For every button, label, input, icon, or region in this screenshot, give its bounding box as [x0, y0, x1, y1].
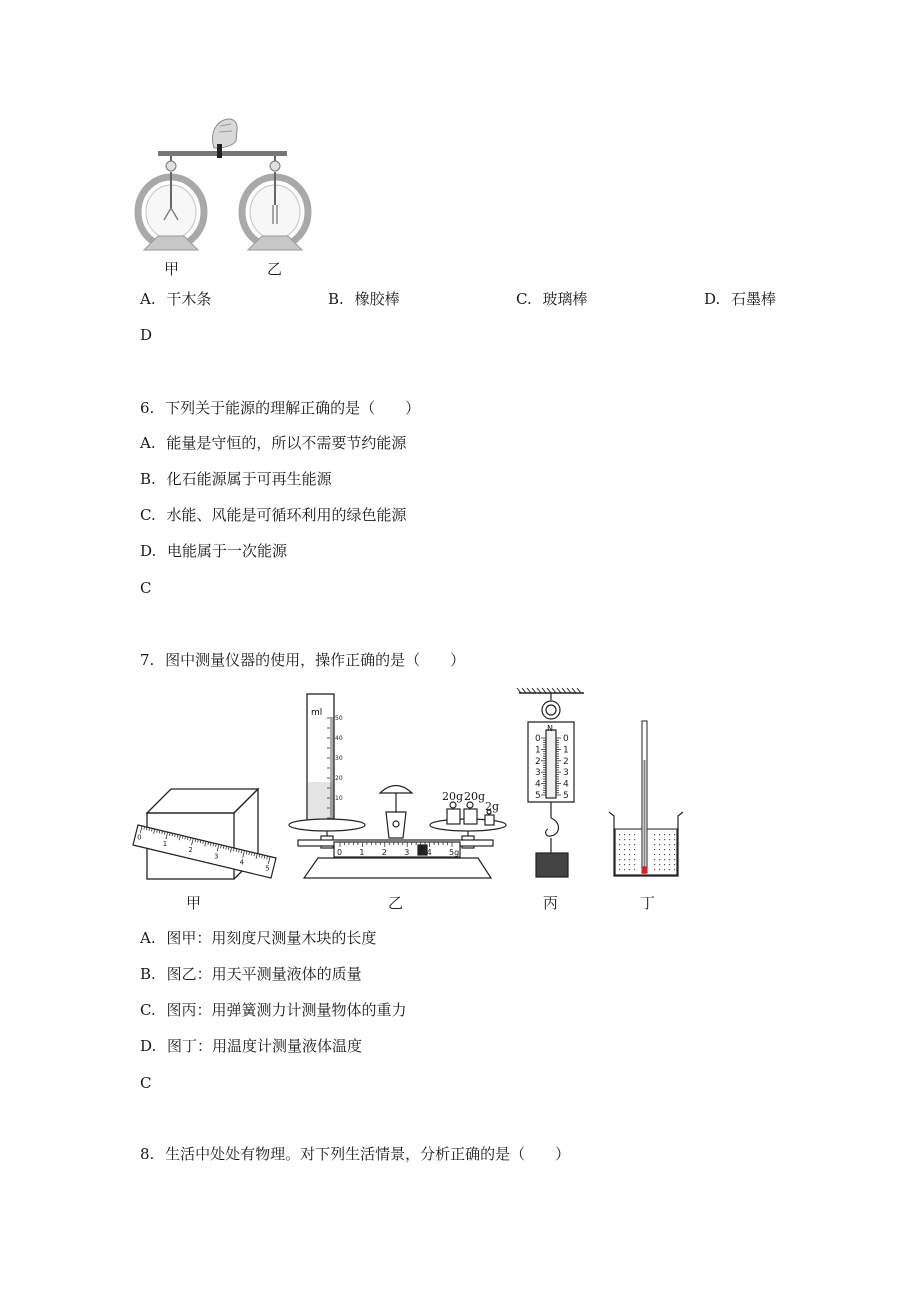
option-text: 干木条 — [166, 290, 212, 308]
liquid-dot — [669, 864, 670, 865]
liquid-dot — [664, 864, 665, 865]
liquid-dot — [634, 864, 635, 865]
liquid-dot — [654, 839, 655, 840]
liquid-dot — [664, 844, 665, 845]
liquid-dot — [634, 849, 635, 850]
liquid-dot — [659, 839, 660, 840]
q5-answer: D — [140, 326, 153, 344]
q6-answer: C — [140, 579, 152, 597]
option-text: 玻璃棒 — [542, 290, 588, 308]
spring-tick-label-left: 3 — [535, 768, 541, 779]
ruler-tick-label: 2 — [188, 846, 193, 855]
cylinder-tick-label: 30 — [335, 755, 343, 762]
figure-label-yi: 乙 — [267, 260, 283, 278]
liquid-dot — [674, 849, 675, 850]
option-text: 图乙：用天平测量液体的质量 — [166, 965, 362, 983]
option-letter: A. — [140, 929, 156, 947]
liquid-dot — [659, 844, 660, 845]
ceiling-support — [517, 688, 584, 693]
q7-option-c[interactable] — [140, 1000, 407, 1020]
question-number: 8. — [140, 1145, 155, 1163]
spring-tick-label-right: 3 — [563, 768, 569, 779]
ruler-tick-label: 0 — [137, 833, 142, 842]
option-letter: C. — [140, 506, 156, 524]
liquid-dot — [674, 859, 675, 860]
liquid-dot — [624, 869, 625, 870]
liquid-dot — [664, 859, 665, 860]
question-number: 6. — [140, 399, 155, 417]
liquid-dot — [669, 854, 670, 855]
liquid-dot — [629, 869, 630, 870]
cylinder-tick-label: 50 — [335, 715, 343, 722]
q7-option-a[interactable] — [140, 928, 376, 948]
liquid-dot — [654, 864, 655, 865]
liquid-dot — [619, 854, 620, 855]
spring-tick-label-right: 2 — [563, 756, 569, 767]
balance-scale-label: 0 — [337, 848, 343, 857]
option-letter: B. — [140, 965, 156, 983]
liquid-dot — [659, 869, 660, 870]
spring-tick-label-left: 1 — [535, 745, 541, 756]
q8-stem — [140, 1144, 570, 1164]
liquid-dot — [619, 864, 620, 865]
spring-tick-label-left: 5 — [535, 791, 541, 801]
liquid-dot — [659, 834, 660, 835]
figure-label-jia: 甲 — [164, 260, 180, 278]
cylinder-unit-label: ml — [311, 708, 323, 718]
q7-label-yi: 乙 — [388, 894, 404, 912]
option-text: 电能属于一次能源 — [167, 542, 288, 560]
liquid-dot — [674, 844, 675, 845]
liquid-dot — [654, 869, 655, 870]
liquid-dot — [624, 854, 625, 855]
liquid-dot — [634, 854, 635, 855]
liquid-dot — [619, 834, 620, 835]
liquid-dot — [674, 839, 675, 840]
liquid-dot — [659, 864, 660, 865]
liquid-dot — [674, 864, 675, 865]
option-letter: D. — [140, 542, 157, 560]
q7-option-b[interactable] — [140, 964, 362, 984]
liquid-dot — [624, 864, 625, 865]
liquid-dot — [654, 859, 655, 860]
ruler-tick-label: 5 — [265, 864, 270, 873]
liquid-dot — [624, 849, 625, 850]
liquid-dot — [619, 869, 620, 870]
q7-label-bing: 丙 — [543, 894, 559, 912]
liquid-dot — [674, 869, 675, 870]
option-text: 图丙：用弹簧测力计测量物体的重力 — [166, 1001, 407, 1019]
liquid-dot — [659, 854, 660, 855]
spring-tick-label-left: 4 — [535, 779, 541, 790]
liquid-dot — [669, 869, 670, 870]
ruler — [133, 825, 276, 878]
liquid-dot — [629, 864, 630, 865]
liquid-dot — [629, 844, 630, 845]
liquid-dot — [619, 839, 620, 840]
q7-option-d[interactable] — [140, 1036, 362, 1056]
q7-label-jia: 甲 — [186, 894, 202, 912]
liquid-dot — [654, 844, 655, 845]
liquid-dot — [669, 859, 670, 860]
option-text: 水能、风能是可循环利用的绿色能源 — [166, 506, 407, 524]
question-number: 7. — [140, 651, 155, 669]
option-letter: C. — [140, 1001, 156, 1019]
spring-tick-label-right: 0 — [563, 734, 569, 744]
option-letter: C. — [516, 290, 532, 308]
spring-tick-label-left: 0 — [535, 734, 541, 744]
liquid-dot — [669, 834, 670, 835]
liquid-dot — [659, 849, 660, 850]
option-text: 能量是守恒的，所以不需要节约能源 — [166, 434, 407, 452]
balance-scale-label: 1 — [359, 848, 365, 857]
ruler-tick-label: 4 — [239, 858, 245, 867]
option-letter: A. — [140, 290, 156, 308]
option-text: 图甲：用刻度尺测量木块的长度 — [166, 929, 377, 947]
liquid-dot — [634, 839, 635, 840]
liquid-dot — [654, 854, 655, 855]
weight-label-1: 20g — [442, 790, 464, 803]
liquid-dot — [664, 869, 665, 870]
cylinder-tick-label: 10 — [335, 795, 343, 802]
q7-label-ding: 丁 — [640, 894, 656, 912]
balance-scale-label: 5g — [449, 848, 460, 857]
spring-tick-label-right: 5 — [563, 791, 569, 801]
liquid-dot — [629, 834, 630, 835]
liquid-dot — [669, 839, 670, 840]
liquid-dot — [619, 859, 620, 860]
liquid-dot — [624, 859, 625, 860]
liquid-dot — [634, 844, 635, 845]
option-letter: A. — [140, 434, 156, 452]
option-letter: D. — [140, 1037, 157, 1055]
question-text: 图中测量仪器的使用，操作正确的是（ ） — [165, 651, 466, 669]
spring-tick-label-left: 2 — [535, 756, 541, 767]
balance-scale-label: 2 — [381, 848, 387, 857]
weight-label-3: 2g — [485, 800, 500, 813]
liquid-dot — [664, 834, 665, 835]
liquid-dot — [654, 849, 655, 850]
liquid-dot — [629, 854, 630, 855]
liquid-dot — [664, 849, 665, 850]
option-text: 橡胶棒 — [354, 290, 400, 308]
spring-tick-label-right: 4 — [563, 779, 569, 790]
liquid-dot — [629, 859, 630, 860]
liquid-dot — [669, 849, 670, 850]
option-letter: D. — [704, 290, 721, 308]
ruler-tick-label: 3 — [213, 852, 219, 861]
ruler-tick-label: 1 — [162, 839, 168, 848]
cylinder-tick-label: 40 — [335, 735, 343, 742]
weight-label-2: 20g — [464, 790, 486, 803]
q7-answer: C — [140, 1074, 152, 1092]
balance-scale-label: 3 — [404, 848, 410, 857]
spring-tick-label-right: 1 — [563, 745, 569, 756]
liquid-dot — [664, 839, 665, 840]
liquid-dot — [624, 834, 625, 835]
liquid-dot — [629, 849, 630, 850]
option-text: 图丁：用温度计测量液体温度 — [167, 1037, 363, 1055]
liquid-dot — [654, 834, 655, 835]
option-text: 石墨棒 — [731, 290, 777, 308]
question-text: 下列关于能源的理解正确的是（ ） — [165, 399, 421, 417]
liquid-dot — [629, 839, 630, 840]
liquid-dot — [634, 859, 635, 860]
liquid-dot — [619, 849, 620, 850]
option-letter: B. — [328, 290, 344, 308]
liquid-dot — [624, 844, 625, 845]
option-letter: B. — [140, 470, 156, 488]
liquid-dot — [624, 839, 625, 840]
thermometer — [642, 721, 648, 874]
liquid-dot — [619, 844, 620, 845]
option-text: 化石能源属于可再生能源 — [166, 470, 332, 488]
liquid-dot — [674, 834, 675, 835]
liquid-dot — [664, 854, 665, 855]
cylinder-tick-label: 20 — [335, 775, 343, 782]
liquid-dot — [674, 854, 675, 855]
liquid-dot — [669, 844, 670, 845]
liquid-dot — [634, 869, 635, 870]
liquid-dot — [659, 859, 660, 860]
spring-scale-unit: N — [547, 724, 553, 733]
balance-scale-label: 4 — [426, 848, 432, 857]
question-text: 生活中处处有物理。对下列生活情景，分析正确的是（ ） — [165, 1145, 571, 1163]
liquid-dot — [634, 834, 635, 835]
